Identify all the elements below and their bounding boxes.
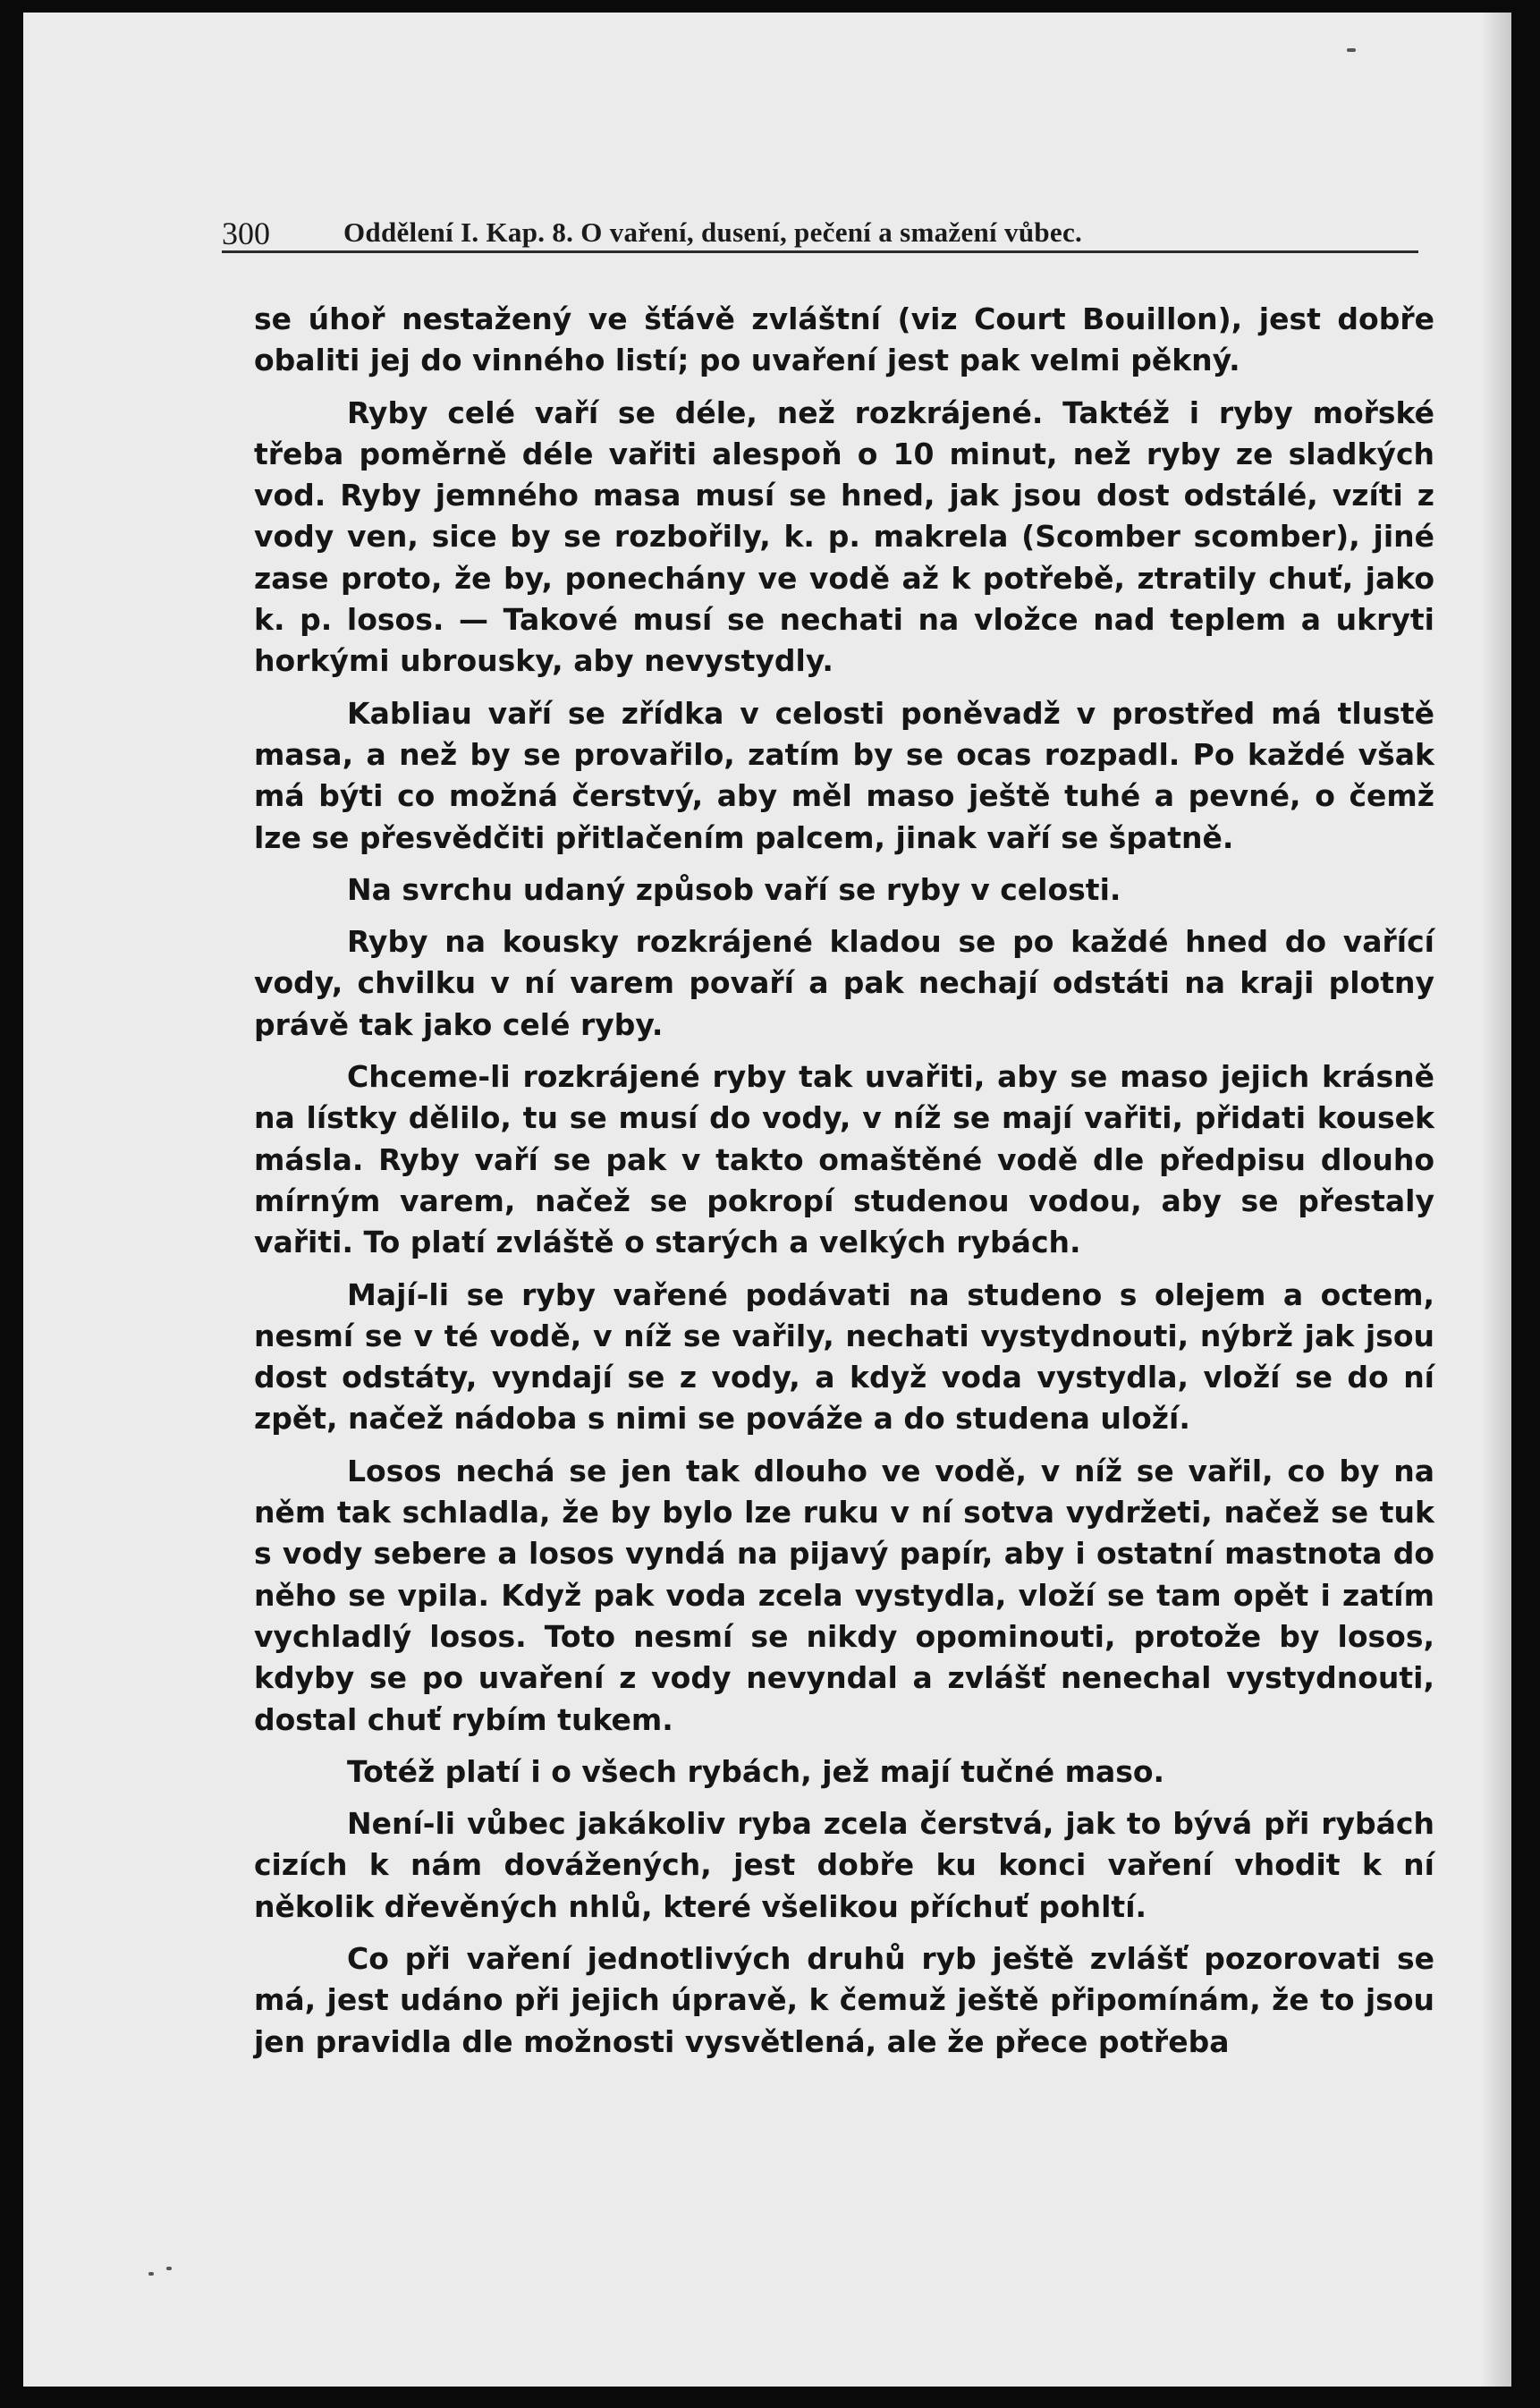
paragraph: Mají-li se ryby vařené podávati na studeno s olejem a octem, nesmí se v té vodě, v níž se vařily, nechati vystydnouti, nýbrž jak jsou dost odstáty, vyndají se z vody, a když voda vystydla, vloží se do ní zpět, načež nádoba s nimi se pováže a do studena uloží. xyxy=(254,1276,1434,1437)
running-head: Oddělení I. Kap. 8. O vaření, dusení, pečení a smažení vůbec. xyxy=(343,216,1083,248)
ink-speck xyxy=(1347,48,1356,52)
ink-speck xyxy=(148,2272,154,2276)
paragraph: Není-li vůbec jakákoliv ryba zcela čerstvá, jak to bývá při rybách cizích k nám dovážených, jest dobře ku konci vaření vhodit k ní několik dřevěných nhlů, které všelikou příchuť pohltí. xyxy=(254,1806,1434,1924)
body-text xyxy=(254,299,1434,2073)
paragraph: Chceme-li rozkrájené ryby tak uvařiti, aby se maso jejich krásně na lístky dělilo, tu se musí do vody, v níž se mají vařiti, přidati kousek másla. Ryby vaří se pak v takto omaštěné vodě dle předpisu dlouho mírným varem, načež se pokropí studenou vodou, aby se přestaly vařiti. To platí zvláště o starých a velkých rybách. xyxy=(254,1059,1434,1260)
paragraph: Na svrchu udaný způsob vaří se ryby v celosti. xyxy=(347,871,1121,907)
paragraph: Ryby celé vaří se déle, než rozkrájené. Taktéž i ryby mořské třeba poměrně déle vařiti alespoň o 10 minut, než ryby ze sladkých vod. Ryby jemného masa musí se hned, jak jsou dost odstálé, vzíti z vody ven, sice by se rozbořily, k. p. makrela (Scomber scomber), jiné zase proto, že by, ponechány ve vodě až k potřebě, ztratily chuť, jako k. p. losos. — Takové musí se nechati na vložce nad teplem a ukryti horkými ubrousky, aby nevystydly. xyxy=(254,394,1434,679)
page-edge-shadow xyxy=(1481,13,1511,2387)
paragraph: Co při vaření jednotlivých druhů ryb ještě zvlášť pozorovati se má, jest udáno při jejich úpravě, k čemuž ještě připomínám, že to jsou jen pravidla dle možnosti vysvětlená, ale že přece potřeba xyxy=(254,1940,1434,2059)
paragraph: Kabliau vaří se zřídka v celosti poněvadž v prostřed má tlustě masa, a než by se provařilo, zatím by se ocas rozpadl. Po každé však má býti co možná čerstvý, aby měl maso ještě tuhé a pevné, o čemž lze se přesvědčiti přitlačením palcem, jinak vaří se špatně. xyxy=(254,695,1434,855)
paragraph: Totéž platí i o všech rybách, jež mají tučné maso. xyxy=(347,1753,1165,1789)
ink-speck xyxy=(166,2267,172,2270)
paragraph: se úhoř nestažený ve šťávě zvláštní (viz Court Bouillon), jest dobře obaliti jej do vinného listí; po uvaření jest pak velmi pěkný. xyxy=(254,301,1434,378)
page-header xyxy=(222,197,1418,253)
paragraph: Losos nechá se jen tak dlouho ve vodě, v níž se vařil, co by na něm tak schladla, že by bylo lze ruku v ní sotva vydržeti, načež se tuk s vody sebere a losos vyndá na pijavý papír, aby i ostatní mastnota do něho se vpila. Když pak voda zcela vystydla, vloží se tam opět i zatím vychladlý losos. Toto nesmí se nikdy opominouti, protože by losos, kdyby se po uvaření z vody nevyndal a zvlášť nenechal vystydnouti, dostal chuť rybím tukem. xyxy=(254,1453,1434,1737)
page-number: 300 xyxy=(222,216,270,251)
book-page xyxy=(23,13,1511,2387)
paragraph: Ryby na kousky rozkrájené kladou se po každé hned do vařící vody, chvilku v ní varem povaří a pak nechají odstáti na kraji plotny právě tak jako celé ryby. xyxy=(254,924,1434,1042)
